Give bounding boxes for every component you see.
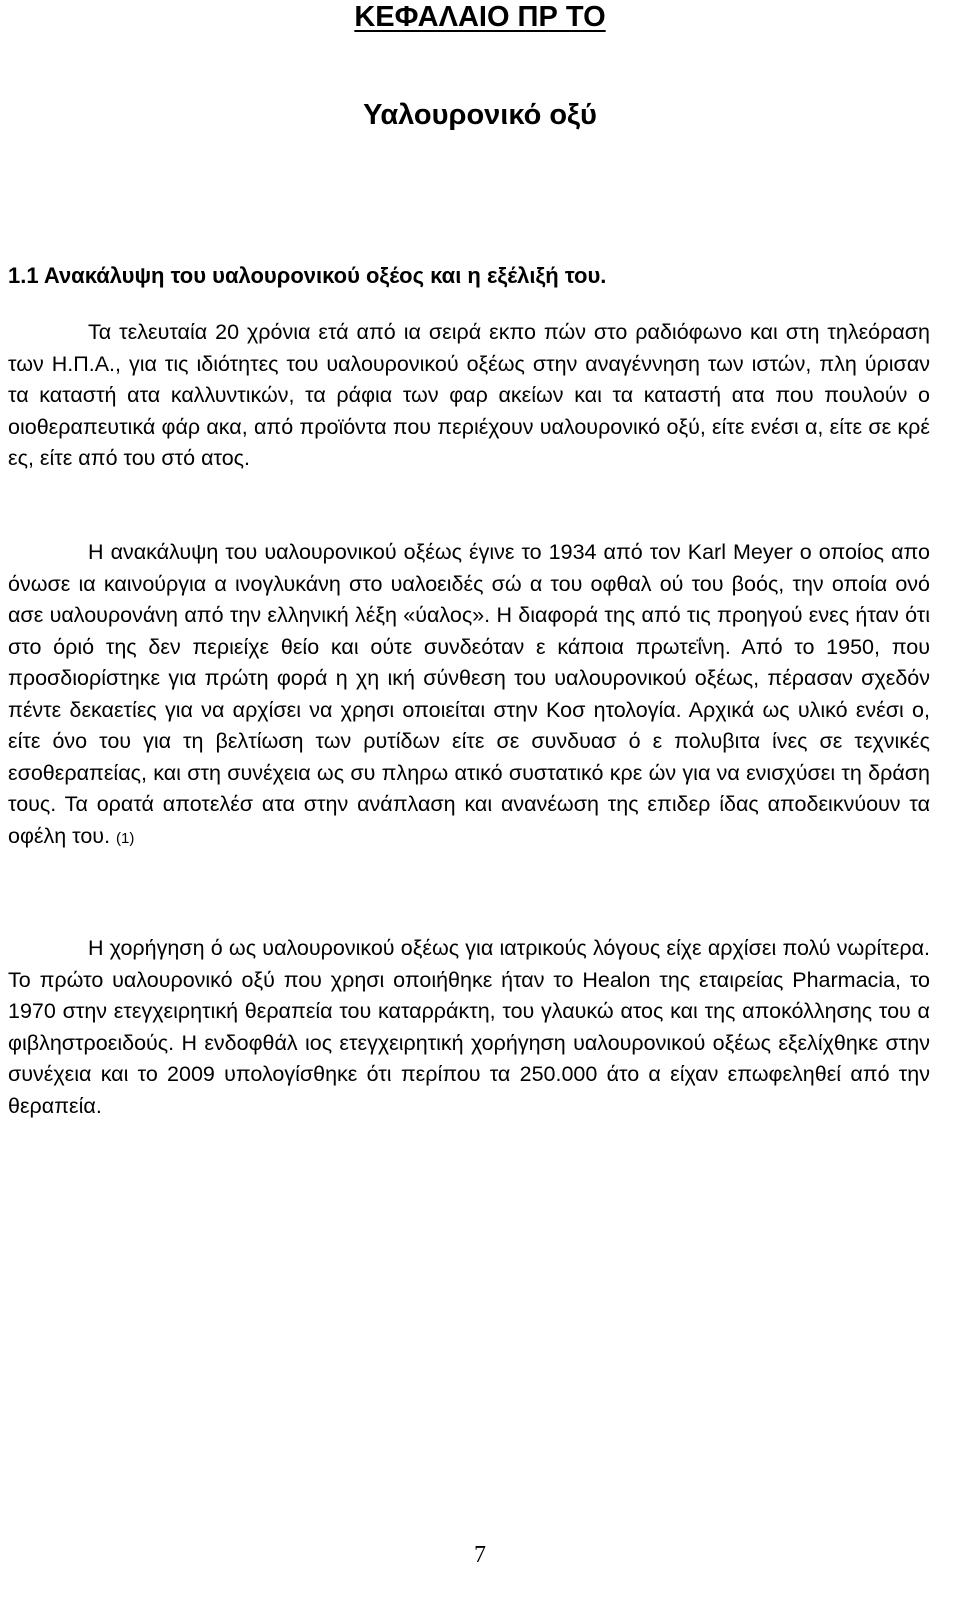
paragraph-3-text: Η χορήγηση ό ως υαλουρονικού οξέως για ιατρικούς λόγους είχε αρχίσει πολύ νωρίτερα. Το πρώτο υαλουρονικό οξύ που χρησι οποιήθηκε ήταν το Healon της εταιρείας Pharmacia, το 1970 στην ετεγχειρητική θεραπεία του καταρράκτη, του γλαυκώ ατος και της αποκόλλησης του α φιβληστροειδούς. Η ενδοφθάλ ιος ετεγχειρητική χορήγηση υαλουρονικού οξέως εξελίχθηκε στην συνέχεια και το 2009 υπολογίσθηκε ότι περίπου τα 250.000 άτο α είχαν επωφεληθεί από την θεραπεία. [8,936,930,1118]
subject-title: Υαλουρονικό οξύ [363,99,597,131]
chapter-title [0,0,960,34]
reference-mark: (1) [116,829,135,847]
chapter-title-text: ΚΕΦΑΛΑΙΟ ΠΡ ΤΟ [354,1,606,33]
paragraph-1-text: Τα τελευταία 20 χρόνια ετά από ια σειρά εκπο πών στο ραδιόφωνο και στη τηλεόραση των Η.Π.Α., για τις ιδιότητες του υαλουρονικού οξέως στην αναγέννηση των ιστών, πλη ύρισαν τα καταστή ατα καλλυντικών, τα ράφια των φαρ ακείων και τα καταστή ατα που πουλούν ο οιοθεραπευτικά φάρ ακα, από προϊόντα που περιέχουν υαλουρονικό οξύ, είτε ενέσι α, είτε σε κρέ ες, είτε από του στό ατος. [8,320,930,470]
section-heading: 1.1 Ανακάλυψη του υαλουρονικού οξέος και η εξέλιξή του. [8,263,607,288]
page-number: 7 [474,1542,486,1568]
paragraph-2 [8,537,930,854]
paragraph-1 [8,317,930,475]
paragraph-3 [8,933,930,1122]
paragraph-2-text: Η ανακάλυψη του υαλουρονικού οξέως έγινε το 1934 από τον Karl Meyer ο οποίος απο όνωσε ια καινούργια α ινογλυκάνη στο υαλοειδές σώ α του οφθαλ ού του βοός, την οποία ονό ασε υαλουρονάνη από την ελληνική λέξη «ύαλος». Η διαφορά της από τις προηγού ενες ήταν ότι στο όριό της δεν περιείχε θείο και ούτε συνδεόταν ε κάποια πρωτεΐνη. Από το 1950, που προσδιορίστηκε για πρώτη φορά η χη ική σύνθεση του υαλουρονικού οξέως, πέρασαν σχεδόν πέντε δεκαετίες για να αρχίσει να χρησι οποιείται στην Κοσ ητολογία. Αρχικά ως υλικό ενέσι ο, είτε όνο του για τη βελτίωση των ρυτίδων είτε σε συνδυασ ό ε πολυβιτα ίνες σε τεχνικές εσοθεραπείας, και στη συνέχεια ως συ πληρω ατικό συστατικό κρε ών για να ενισχύσει τη δράση τους. Τα ορατά αποτελέσ ατα στην ανάπλαση και ανανέωση της επιδερ ίδας αποδεικνύουν τα οφέλη του. [8,540,930,848]
